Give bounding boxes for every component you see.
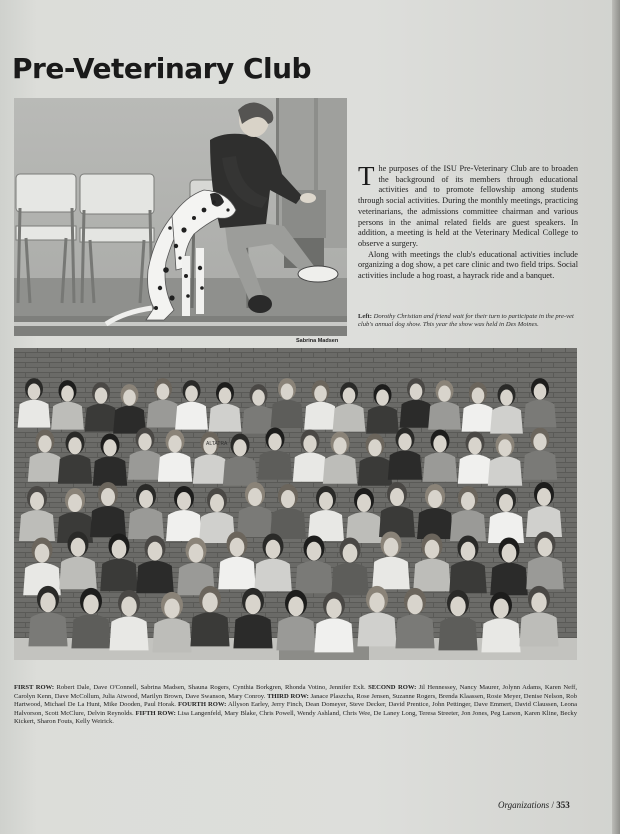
photo-credit: Sabrina Madsen — [296, 338, 339, 344]
first-row-names: Robert Dale, Dave O'Connell, Sabrina Madsen, Shauna Rogers, Cynthia Borkgren, Rhonda Votino, Jennifer Exlt. — [54, 684, 369, 691]
footer-separator: / — [549, 800, 557, 810]
shirt-text: ALTATRA — [206, 441, 228, 447]
article-paragraph-1: The purposes of the ISU Pre-Veterinary Club are to broaden the background of its members through educational activities and to promote fellowship among students through social activities. During the monthly meetings, practicing veterinarians, the admissions committee chairman and various persons in the animal related fields are guest speakers. In addition, a meeting is held at the Veterinary Medical College to observe a surgery. — [358, 161, 578, 248]
caption-label: Left: — [358, 313, 372, 320]
photo-caption — [358, 313, 578, 330]
fifth-row-names: Lisa Langenfeld, Mary Blake, Chris Powell, Wendy Ashland, Chris Wee, De Laney Long, Teresa Streeter, Jon Jones, Peg Larson, Karen Kline, Becky Kickert, Sharon Fouts, Kelly Weirick. — [14, 709, 577, 726]
drop-cap: T — [358, 161, 375, 191]
dog-show-photo — [14, 98, 347, 336]
footer-section: Organizations — [498, 800, 550, 810]
second-row-label: SECOND ROW: — [368, 684, 417, 691]
fourth-row-names: Allyson Earley, Jerry Finch, Dean Domeyer, Steve Decker, David Prentice, John Pettinger, Dave Emmert, David Claussen, Leona Halvorson, Scott McClure, Delvin Reynolds. — [14, 701, 577, 717]
member-names — [14, 684, 577, 727]
group-photo — [14, 348, 577, 660]
page-title: Pre-Veterinary Club — [12, 52, 312, 85]
caption-text: Dorothy Christian and friend wait for their turn to participate in the pre-vet club's annual dog show. This year the show was held in Des Moines. — [358, 313, 574, 329]
first-row-label: FIRST ROW: — [14, 684, 55, 691]
page-edge — [612, 0, 620, 834]
article-paragraph-2: Along with meetings the club's educational activities include organizing a dog show, a pet care clinic and two field trips. Social activities include a hog roast, a hayrack ride and a banquet. — [358, 249, 578, 281]
page-number: 353 — [556, 800, 570, 810]
page-footer — [498, 800, 570, 810]
third-row-names: Janace Plaszcha, Rose Jensen, Suzanne Rogers, Brenda Klaassen, Rosie Meyer, Denise Nelson, Rob Hartwood, Michael De La Hunt, Mike Dooden, Paul Horak. — [14, 692, 577, 709]
second-row-names: Jil Hennessey, Nancy Maurer, Jolynn Adams, Karen Neff, Carolyn Kenn, Dave McCollum, Julia Atwood, Marilyn Brown, Dave Swanson, Mary Conroy. — [14, 684, 577, 700]
fourth-row-label: FOURTH ROW: — [177, 701, 227, 709]
fifth-row-label: FIFTH ROW: — [135, 709, 176, 717]
article-body — [358, 161, 578, 282]
third-row-label: THIRD ROW: — [267, 692, 309, 700]
